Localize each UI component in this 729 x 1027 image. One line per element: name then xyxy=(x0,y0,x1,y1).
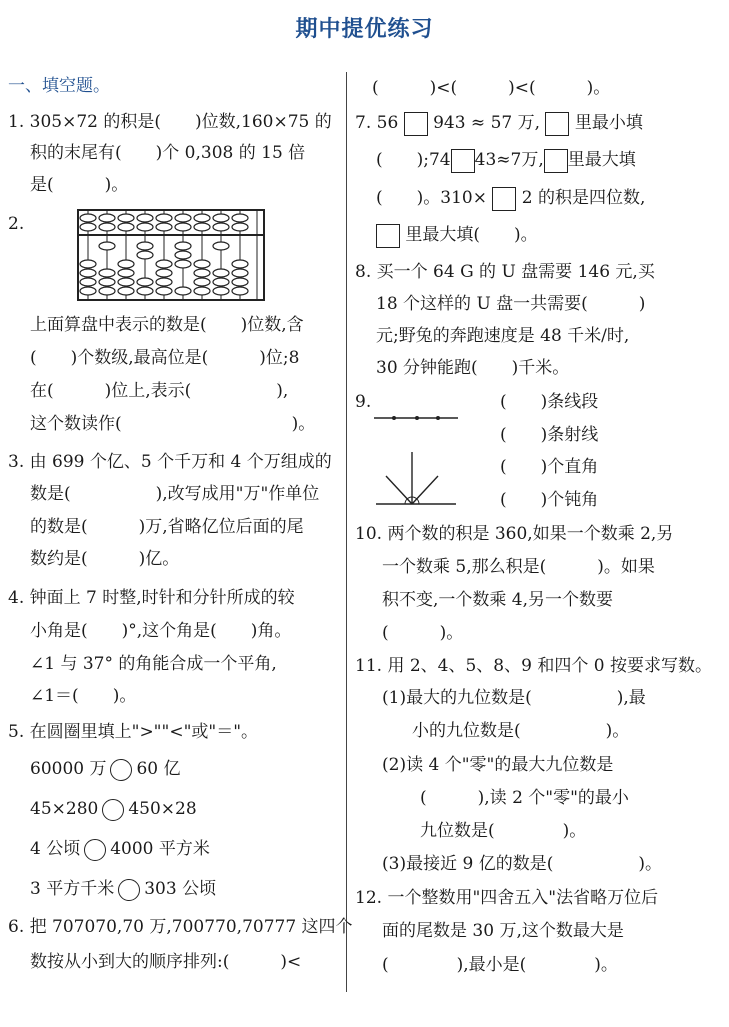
q2-line4: 这个数读作( )。 xyxy=(30,414,316,434)
q11-line4: (2)读 4 个"零"的最大九位数是 xyxy=(382,755,614,775)
compare-circle[interactable] xyxy=(84,839,106,861)
q7-line3: ( )。310× 2 的积是四位数, xyxy=(376,186,645,211)
q1-line1: 1. 305×72 的积是( )位数,160×75 的 xyxy=(8,112,332,132)
q7-line4: 里最大填( )。 xyxy=(376,223,538,248)
q9-answer: ( )条射线 xyxy=(500,425,599,445)
compare-right: 303 公顷 xyxy=(144,879,217,899)
compare-right: 450×28 xyxy=(128,799,197,819)
q4-line2: 小角是( )°,这个角是( )角。 xyxy=(30,621,292,641)
q2-line2: ( )个数级,最高位是( )位;8 xyxy=(30,348,300,368)
q6-line1: 6. 把 707070,70 万,700770,70777 这四个 xyxy=(8,917,353,937)
q2-number: 2. xyxy=(8,214,25,234)
q11-line6: 九位数是( )。 xyxy=(420,821,587,841)
q11-line7: (3)最接近 9 亿的数是( )。 xyxy=(382,854,662,874)
column-divider xyxy=(346,72,347,992)
q3-line4: 数约是( )亿。 xyxy=(30,549,180,569)
q10-line3: 积不变,一个数乘 4,另一个数要 xyxy=(382,590,614,610)
compare-left: 4 公顷 xyxy=(30,839,81,859)
q8-line1: 8. 买一个 64 G 的 U 盘需要 146 元,买 xyxy=(355,262,655,282)
q7-line1: 7. 56 943 ≈ 57 万, 里最小填 xyxy=(355,111,643,136)
compare-circle[interactable] xyxy=(102,799,124,821)
compare-row xyxy=(30,837,210,861)
q10-line2: 一个数乘 5,那么积是( )。如果 xyxy=(382,557,655,577)
q10-line1: 10. 两个数的积是 360,如果一个数乘 2,另 xyxy=(355,524,674,544)
q6-line2: 数按从小到大的顺序排列:( )< xyxy=(30,952,302,972)
q9-answer: ( )个直角 xyxy=(500,457,599,477)
compare-row xyxy=(30,757,181,781)
q1-line2: 积的末尾有( )个 0,308 的 15 倍 xyxy=(30,143,306,163)
q11-line2: (1)最大的九位数是( ),最 xyxy=(382,688,646,708)
q3-line1: 3. 由 699 个亿、5 个千万和 4 个万组成的 xyxy=(8,452,332,472)
geometry-figure xyxy=(372,400,464,510)
compare-circle[interactable] xyxy=(110,759,132,781)
page-title: 期中提优练习 xyxy=(295,17,434,42)
q9-number: 9. xyxy=(355,392,372,412)
compare-left: 3 平方千米 xyxy=(30,879,115,899)
compare-row xyxy=(30,877,216,901)
q8-line3: 元;野兔的奔跑速度是 48 千米/时, xyxy=(376,326,630,346)
q4-line3: ∠1 与 37° 的角能合成一个平角, xyxy=(30,654,277,674)
q5-line1: 5. 在圆圈里填上">""<"或"＝"。 xyxy=(8,722,259,742)
digit-box[interactable] xyxy=(404,112,428,136)
compare-left: 45×280 xyxy=(30,799,99,819)
q9-answer: ( )条线段 xyxy=(500,392,599,412)
digit-box[interactable] xyxy=(544,149,568,173)
compare-left: 60000 万 xyxy=(30,759,107,779)
q7-line2: ( );74 43≈7万, 里最大填 xyxy=(376,148,636,173)
q8-line4: 30 分钟能跑( )千米。 xyxy=(376,358,570,378)
q12-line3: ( ),最小是( )。 xyxy=(382,955,618,975)
digit-box[interactable] xyxy=(545,112,569,136)
compare-row xyxy=(30,797,197,821)
q9-answer: ( )个钝角 xyxy=(500,490,599,510)
q1-line3: 是( )。 xyxy=(30,175,129,195)
compare-right: 60 亿 xyxy=(136,759,181,779)
q8-line2: 18 个这样的 U 盘一共需要( ) xyxy=(376,294,646,314)
q11-line1: 11. 用 2、4、5、8、9 和四个 0 按要求写数。 xyxy=(355,656,712,676)
compare-right: 4000 平方米 xyxy=(110,839,210,859)
q2-line1: 上面算盘中表示的数是( )位数,含 xyxy=(30,315,304,335)
abacus-figure xyxy=(76,208,266,302)
q3-line3: 的数是( )万,省略亿位后面的尾 xyxy=(30,517,304,537)
q6-continued: ( )<( )<( )。 xyxy=(372,78,611,98)
q4-line1: 4. 钟面上 7 时整,时针和分针所成的较 xyxy=(8,588,295,608)
compare-circle[interactable] xyxy=(118,879,140,901)
digit-box[interactable] xyxy=(451,149,475,173)
q12-line1: 12. 一个整数用"四舍五入"法省略万位后 xyxy=(355,888,659,908)
q4-line4: ∠1＝( )。 xyxy=(30,686,137,706)
q3-line2: 数是( ),改写成用"万"作单位 xyxy=(30,484,320,504)
q12-line2: 面的尾数是 30 万,这个数最大是 xyxy=(382,921,624,941)
section-heading: 一、填空题。 xyxy=(8,76,110,96)
q11-line5: ( ),读 2 个"零"的最小 xyxy=(420,788,629,808)
digit-box[interactable] xyxy=(492,187,516,211)
digit-box[interactable] xyxy=(376,224,400,248)
q2-line3: 在( )位上,表示( ), xyxy=(30,381,289,401)
q10-line4: ( )。 xyxy=(382,623,464,643)
q11-line3: 小的九位数是( )。 xyxy=(412,721,630,741)
